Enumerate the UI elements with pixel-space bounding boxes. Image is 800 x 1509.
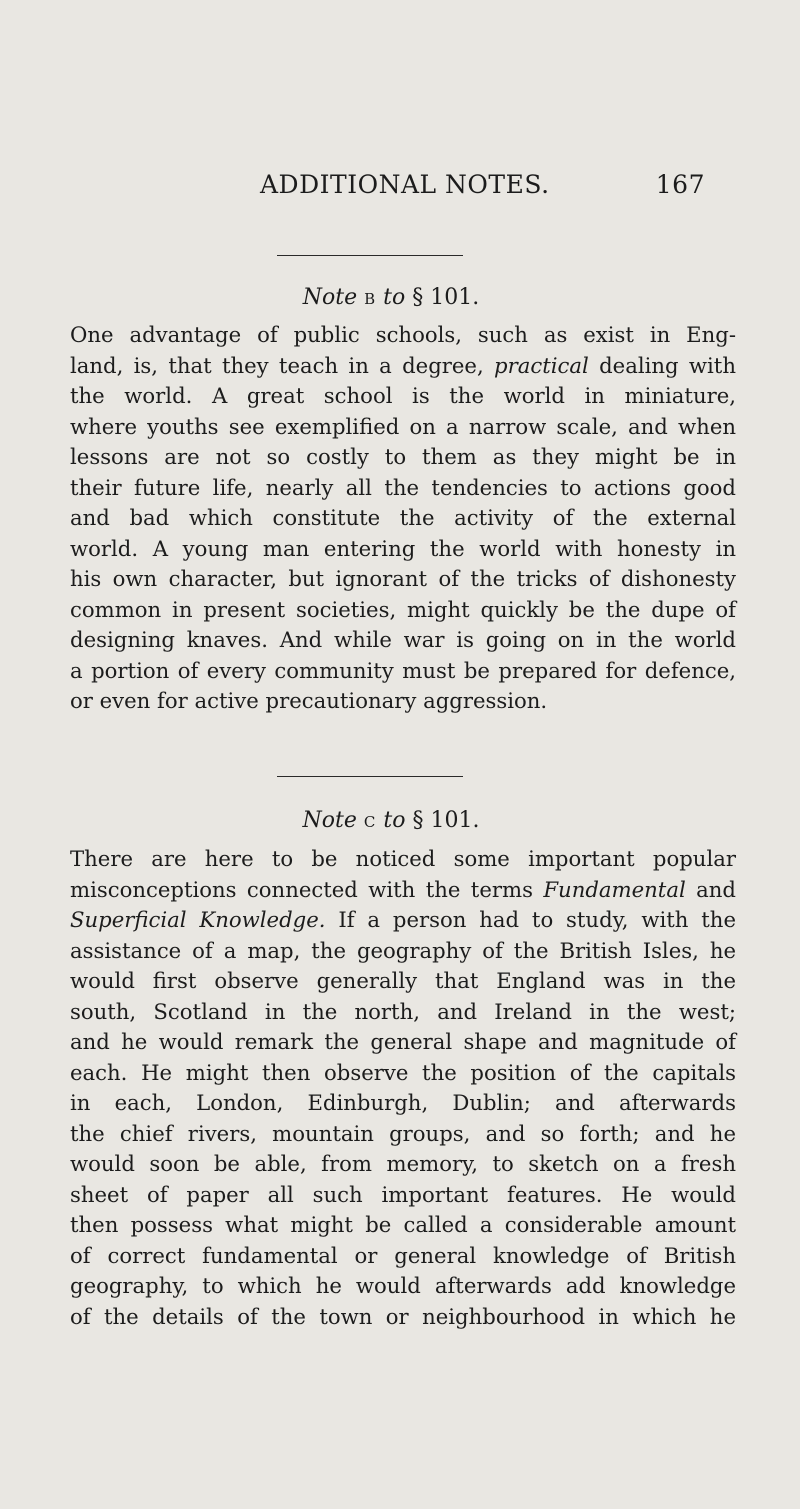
text-line: their future life, nearly all the tendencies to actions good (70, 474, 736, 500)
text-line: the chief rivers, mountain groups, and so forth; and he (70, 1120, 736, 1146)
note-to: to (383, 285, 406, 310)
page-number: 167 (655, 170, 705, 199)
text-span: dealing with (599, 352, 736, 378)
text-line: and he would remark the general shape and magnitude of (70, 1029, 736, 1054)
text-line: common in present societies, might quickly be the dupe of (70, 596, 736, 622)
text-line: world. A young man entering the world with honesty in (70, 535, 736, 561)
text-line: One advantage of public schools, such as exist in Eng- (70, 322, 736, 347)
text-line: where youths see exemplified on a narrow scale, and when (70, 413, 736, 439)
note-section: § 101. (412, 808, 480, 833)
text-line: his own character, but ignorant of the tricks of dishonesty (70, 566, 736, 591)
italic-term: practical (494, 352, 589, 378)
text-span: misconceptions connected with the terms (70, 876, 533, 902)
text-line (70, 875, 736, 906)
text-line: of correct fundamental or general knowledge of British (70, 1242, 736, 1268)
text-line: a portion of every community must be prepared for defence, (70, 657, 736, 683)
note-word: Note (302, 808, 357, 833)
section-divider (277, 255, 463, 256)
text-line: assistance of a map, the geography of the British Isles, he (70, 937, 736, 963)
section-divider (277, 776, 463, 777)
text-line: and bad which constitute the activity of the external (70, 505, 736, 530)
text-line: of the details of the town or neighbourhood in which he (70, 1303, 736, 1329)
note-b-heading (0, 285, 791, 310)
text-span: If a person had to study, with the (338, 907, 736, 932)
note-c-paragraph (70, 844, 736, 1332)
text-span: land, is, that they teach in a degree, (70, 352, 484, 378)
note-c-heading (0, 808, 791, 833)
text-line: There are here to be noticed some important popular (70, 846, 736, 871)
text-line: sheet of paper all such important features. He would (70, 1181, 736, 1207)
text-span: and (696, 876, 736, 902)
note-word: Note (302, 285, 358, 310)
text-line: then possess what might be called a considerable amount (70, 1212, 736, 1237)
note-letter: B (364, 290, 377, 308)
text-line: south, Scotland in the north, and Ireland in the west; (70, 998, 736, 1024)
text-line: would first observe generally that England was in the (70, 968, 736, 993)
text-line: each. He might then observe the position of the capitals (70, 1059, 736, 1085)
italic-term: Fundamental (543, 876, 686, 902)
note-b-paragraph (70, 320, 736, 717)
text-line (70, 351, 736, 382)
text-line: lessons are not so costly to them as they might be in (70, 444, 736, 469)
text-line: designing knaves. And while war is going on in the world (70, 627, 736, 652)
text-line: the world. A great school is the world in miniature, (70, 383, 736, 408)
running-head (235, 170, 705, 202)
text-line: geography, to which he would afterwards add knowledge (70, 1273, 736, 1298)
note-to: to (383, 808, 406, 833)
text-line: in each, London, Edinburgh, Dublin; and afterwards (70, 1090, 736, 1115)
italic-term: Superficial Knowledge. (70, 907, 326, 932)
text-line: would soon be able, from memory, to sketch on a fresh (70, 1151, 736, 1176)
note-letter: C (363, 813, 377, 831)
running-head-title: ADDITIONAL NOTES. (260, 170, 550, 199)
text-line: or even for active precautionary aggression. (70, 688, 548, 713)
note-section: § 101. (412, 285, 480, 310)
text-line (70, 905, 736, 936)
